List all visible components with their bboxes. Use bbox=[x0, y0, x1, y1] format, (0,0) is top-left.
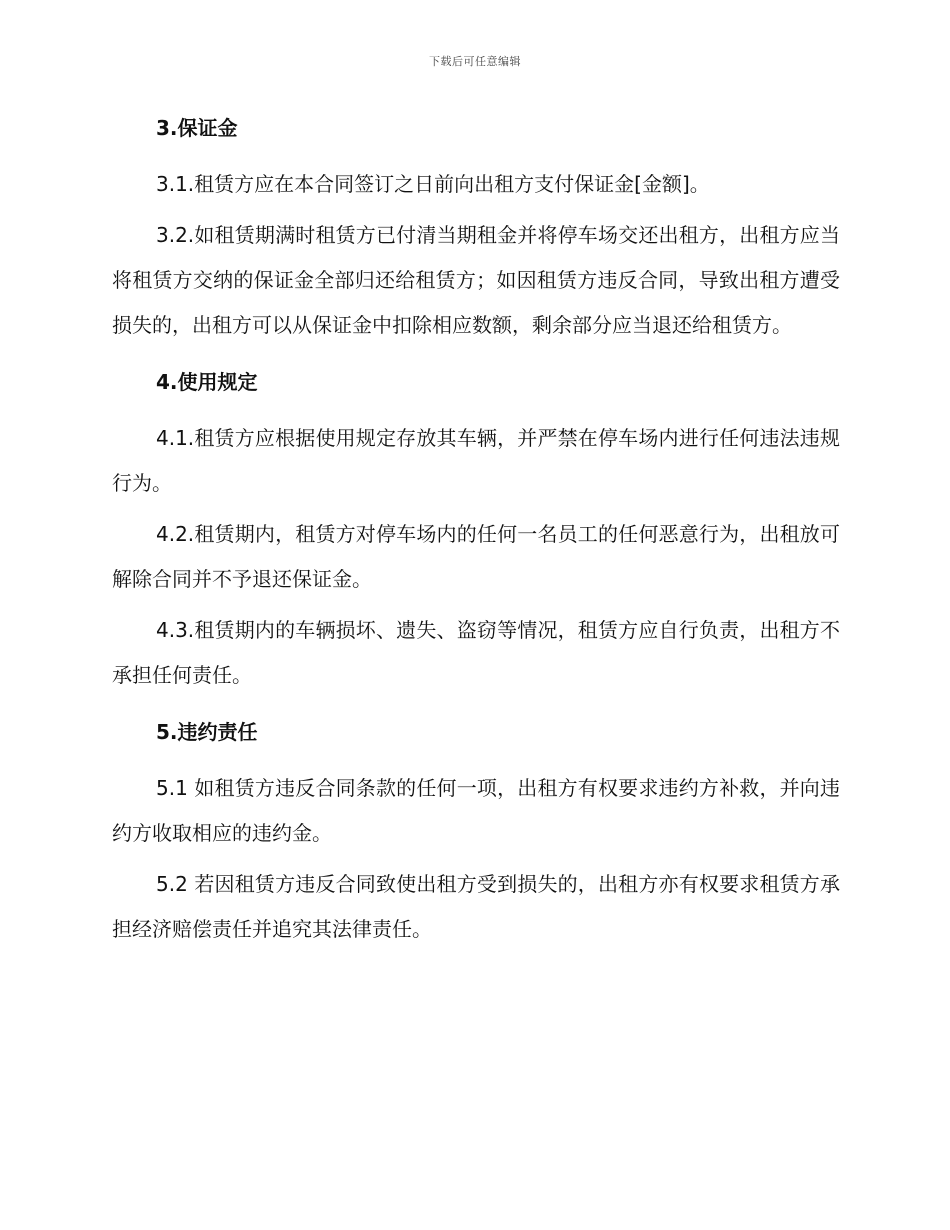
paragraph: 4.3.租赁期内的车辆损坏、遗失、盗窃等情况，租赁方应自行负责，出租方不承担任何责任。 bbox=[112, 618, 840, 687]
section-deposit bbox=[112, 112, 840, 348]
paragraph: 4.1.租赁方应根据使用规定存放其车辆，并严禁在停车场内进行任何违法违规行为。 bbox=[112, 426, 840, 495]
paragraph: 3.1.租赁方应在本合同签订之日前向出租方支付保证金[金额]。 bbox=[156, 172, 710, 196]
page-header: 下载后可任意编辑 bbox=[429, 55, 521, 68]
section-heading: 4.使用规定 bbox=[156, 370, 258, 394]
section-heading: 3.保证金 bbox=[156, 116, 238, 140]
paragraph: 5.2 若因租赁方违反合同致使出租方受到损失的，出租方亦有权要求租赁方承担经济赔偿责任并追究其法律责任。 bbox=[112, 872, 840, 941]
section-breach-liability bbox=[112, 716, 840, 952]
paragraph: 4.2.租赁期内，租赁方对停车场内的任何一名员工的任何恶意行为，出租放可解除合同并不予退还保证金。 bbox=[112, 522, 840, 591]
section-usage-rules bbox=[112, 366, 840, 698]
section-heading: 5.违约责任 bbox=[156, 720, 258, 744]
document-body bbox=[112, 112, 840, 970]
paragraph: 3.2.如租赁期满时租赁方已付清当期租金并将停车场交还出租方，出租方应当将租赁方交纳的保证金全部归还给租赁方；如因租赁方违反合同，导致出租方遭受损失的，出租方可以从保证金中扣除相应数额，剩余部分应当退还给租赁方。 bbox=[112, 223, 840, 337]
paragraph: 5.1 如租赁方违反合同条款的任何一项，出租方有权要求违约方补救，并向违约方收取相应的违约金。 bbox=[112, 776, 840, 845]
